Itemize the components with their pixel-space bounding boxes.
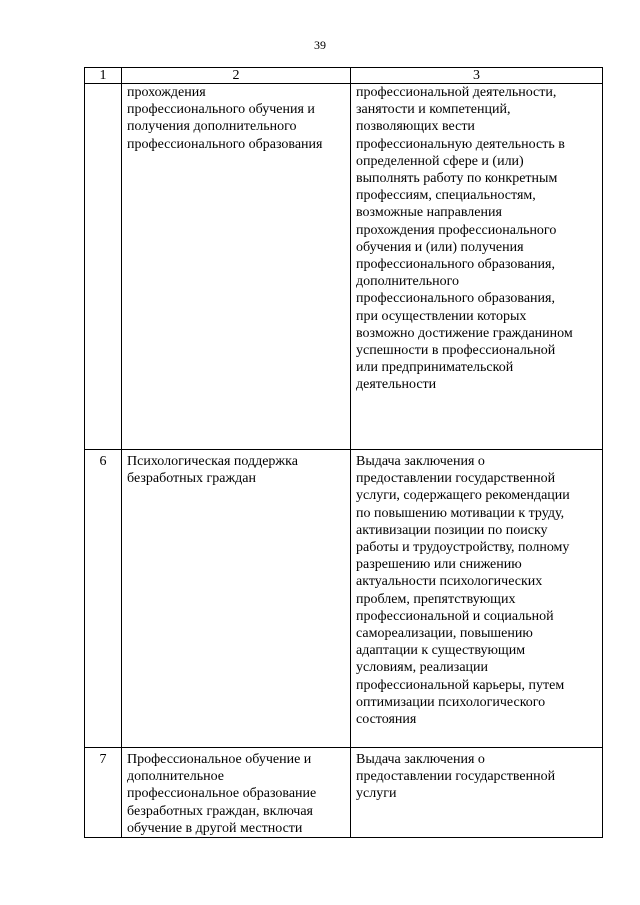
result-text-line: профессиональной и социальной [356, 608, 554, 624]
result-text-line: условиям, реализации [356, 660, 489, 676]
result-text-line: профессиям, специальностям, [356, 188, 536, 204]
service-name-cell [122, 450, 351, 748]
service-result-cell [351, 748, 603, 838]
result-text-line: выполнять работу по конкретным [356, 171, 558, 187]
result-text-line: определенной сфере и (или) [356, 153, 524, 169]
page-number: 39 [314, 38, 326, 52]
result-text-line: услуги [356, 786, 397, 802]
result-text-line: деятельности [356, 377, 437, 393]
result-text-line: при осуществлении которых [356, 308, 527, 324]
result-text-line: самореализации, повышению [356, 626, 533, 642]
result-text-line: адаптации к существующим [356, 643, 526, 659]
result-text-line: успешности в профессиональной [356, 343, 556, 359]
service-result-cell [351, 84, 603, 450]
table-row [85, 748, 603, 838]
service-name-cell [122, 84, 351, 450]
header-col-1: 1 [85, 68, 122, 84]
result-text-line: позволяющих вести [356, 119, 475, 135]
service-text-line: получения дополнительного [127, 119, 297, 135]
result-text-line: состояния [356, 712, 417, 728]
result-text-line: активизации позиции по поиску [356, 522, 548, 538]
header-col-2: 2 [122, 68, 351, 84]
result-text-line: разрешению или снижению [356, 557, 522, 573]
result-text-line: возможно достижение гражданином [356, 325, 573, 341]
result-text-line: Выдача заключения о [356, 454, 485, 469]
result-text-line: предоставлении государственной [356, 769, 556, 785]
result-text-line: занятости и компетенций, [356, 102, 511, 118]
result-text-line: проблем, препятствующих [356, 591, 516, 607]
result-text-line: оптимизации психологического [356, 694, 546, 710]
result-text-line: прохождения профессионального [356, 222, 557, 238]
table-header-row [85, 68, 603, 84]
header-col-3: 3 [351, 68, 603, 84]
service-text-line: Профессиональное обучение и [127, 752, 312, 767]
service-text-line: прохождения [127, 85, 206, 100]
service-text-line: обучение в другой местности [127, 820, 303, 836]
table-row [85, 450, 603, 748]
service-result-cell [351, 450, 603, 748]
result-text-line: профессионального образования, [356, 257, 555, 273]
result-text-line: профессиональную деятельность в [356, 136, 565, 152]
result-text-line: услуги, содержащего рекомендации [356, 488, 570, 504]
row-number [85, 84, 122, 450]
service-text-line: безработных граждан, включая [127, 803, 313, 819]
row-number: 7 [85, 748, 122, 838]
service-text-line: профессиональное образование [127, 786, 317, 802]
result-text-line: предоставлении государственной [356, 471, 556, 487]
result-text-line: или предпринимательской [356, 360, 514, 376]
service-text-line: Психологическая поддержка [127, 454, 298, 469]
service-text-line: дополнительное [127, 769, 224, 785]
result-text-line: по повышению мотивации к труду, [356, 505, 565, 521]
result-text-line: актуальности психологических [356, 574, 543, 590]
result-text-line: профессиональной деятельности, [356, 85, 557, 100]
service-text-line: профессионального образования [127, 136, 323, 152]
row-number: 6 [85, 450, 122, 748]
service-text-line: профессионального обучения и [127, 102, 315, 118]
result-text-line: Выдача заключения о [356, 752, 485, 767]
service-name-cell [122, 748, 351, 838]
result-text-line: профессионального образования, [356, 291, 555, 307]
service-text-line: безработных граждан [127, 471, 256, 487]
result-text-line: профессиональной карьеры, путем [356, 677, 565, 693]
table-row [85, 84, 603, 450]
services-table [84, 67, 603, 838]
result-text-line: работы и трудоустройству, полному [356, 540, 570, 556]
result-text-line: возможные направления [356, 205, 502, 221]
result-text-line: обучения и (или) получения [356, 239, 524, 255]
result-text-line: дополнительного [356, 274, 459, 290]
